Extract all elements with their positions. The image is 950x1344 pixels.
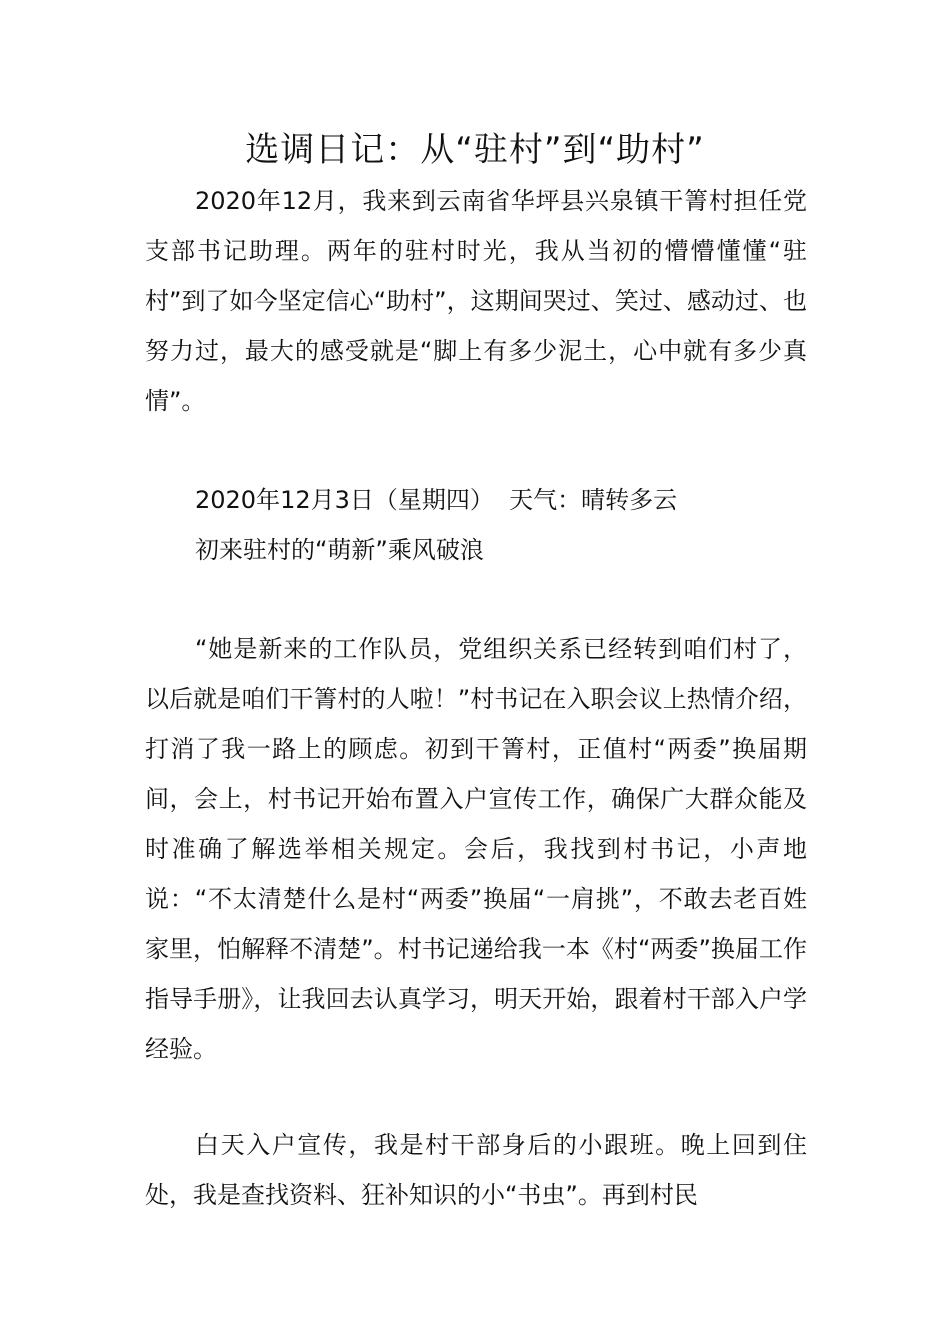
- document-title: 选调日记：从“驻村”到“助村”: [245, 130, 705, 170]
- diary-entry-subtitle: 初来驻村的“萌新”乘风破浪: [195, 536, 484, 564]
- body-paragraph-continued: 白天入户宣传，我是村干部身后的小跟班。晚上回到住处，我是查找资料、狂补知识的小“书虫”。再到村民: [145, 1131, 807, 1209]
- intro-paragraph: 2020年12月，我来到云南省华坪县兴泉镇干箐村担任党支部书记助理。两年的驻村时光，我从当初的懵懵懂懂“驻村”到了如今坚定信心“助村”，这期间哭过、笑过、感动过、也努力过，最大的感受就是“脚上有多少泥土，心中就有多少真情”。: [145, 187, 807, 415]
- body-paragraph: “她是新来的工作队员，党组织关系已经转到咱们村了，以后就是咱们干箐村的人啦！”村书记在入职会议上热情介绍，打消了我一路上的顾虑。初到干箐村，正值村“两委”换届期间，会上，村书记开始布置入户宣传工作，确保广大群众能及时准确了解选举相关规定。会后，我找到村书记，小声地说：“不太清楚什么是村“两委”换届“一肩挑”，不敢去老百姓家里，怕解释不清楚”。村书记递给我一本《村“两委”换届工作指导手册》，让我回去认真学习，明天开始，跟着村干部入户学经验。: [145, 635, 807, 1063]
- diary-entry-date: 2020年12月3日（星期四） 天气：晴转多云: [195, 486, 678, 514]
